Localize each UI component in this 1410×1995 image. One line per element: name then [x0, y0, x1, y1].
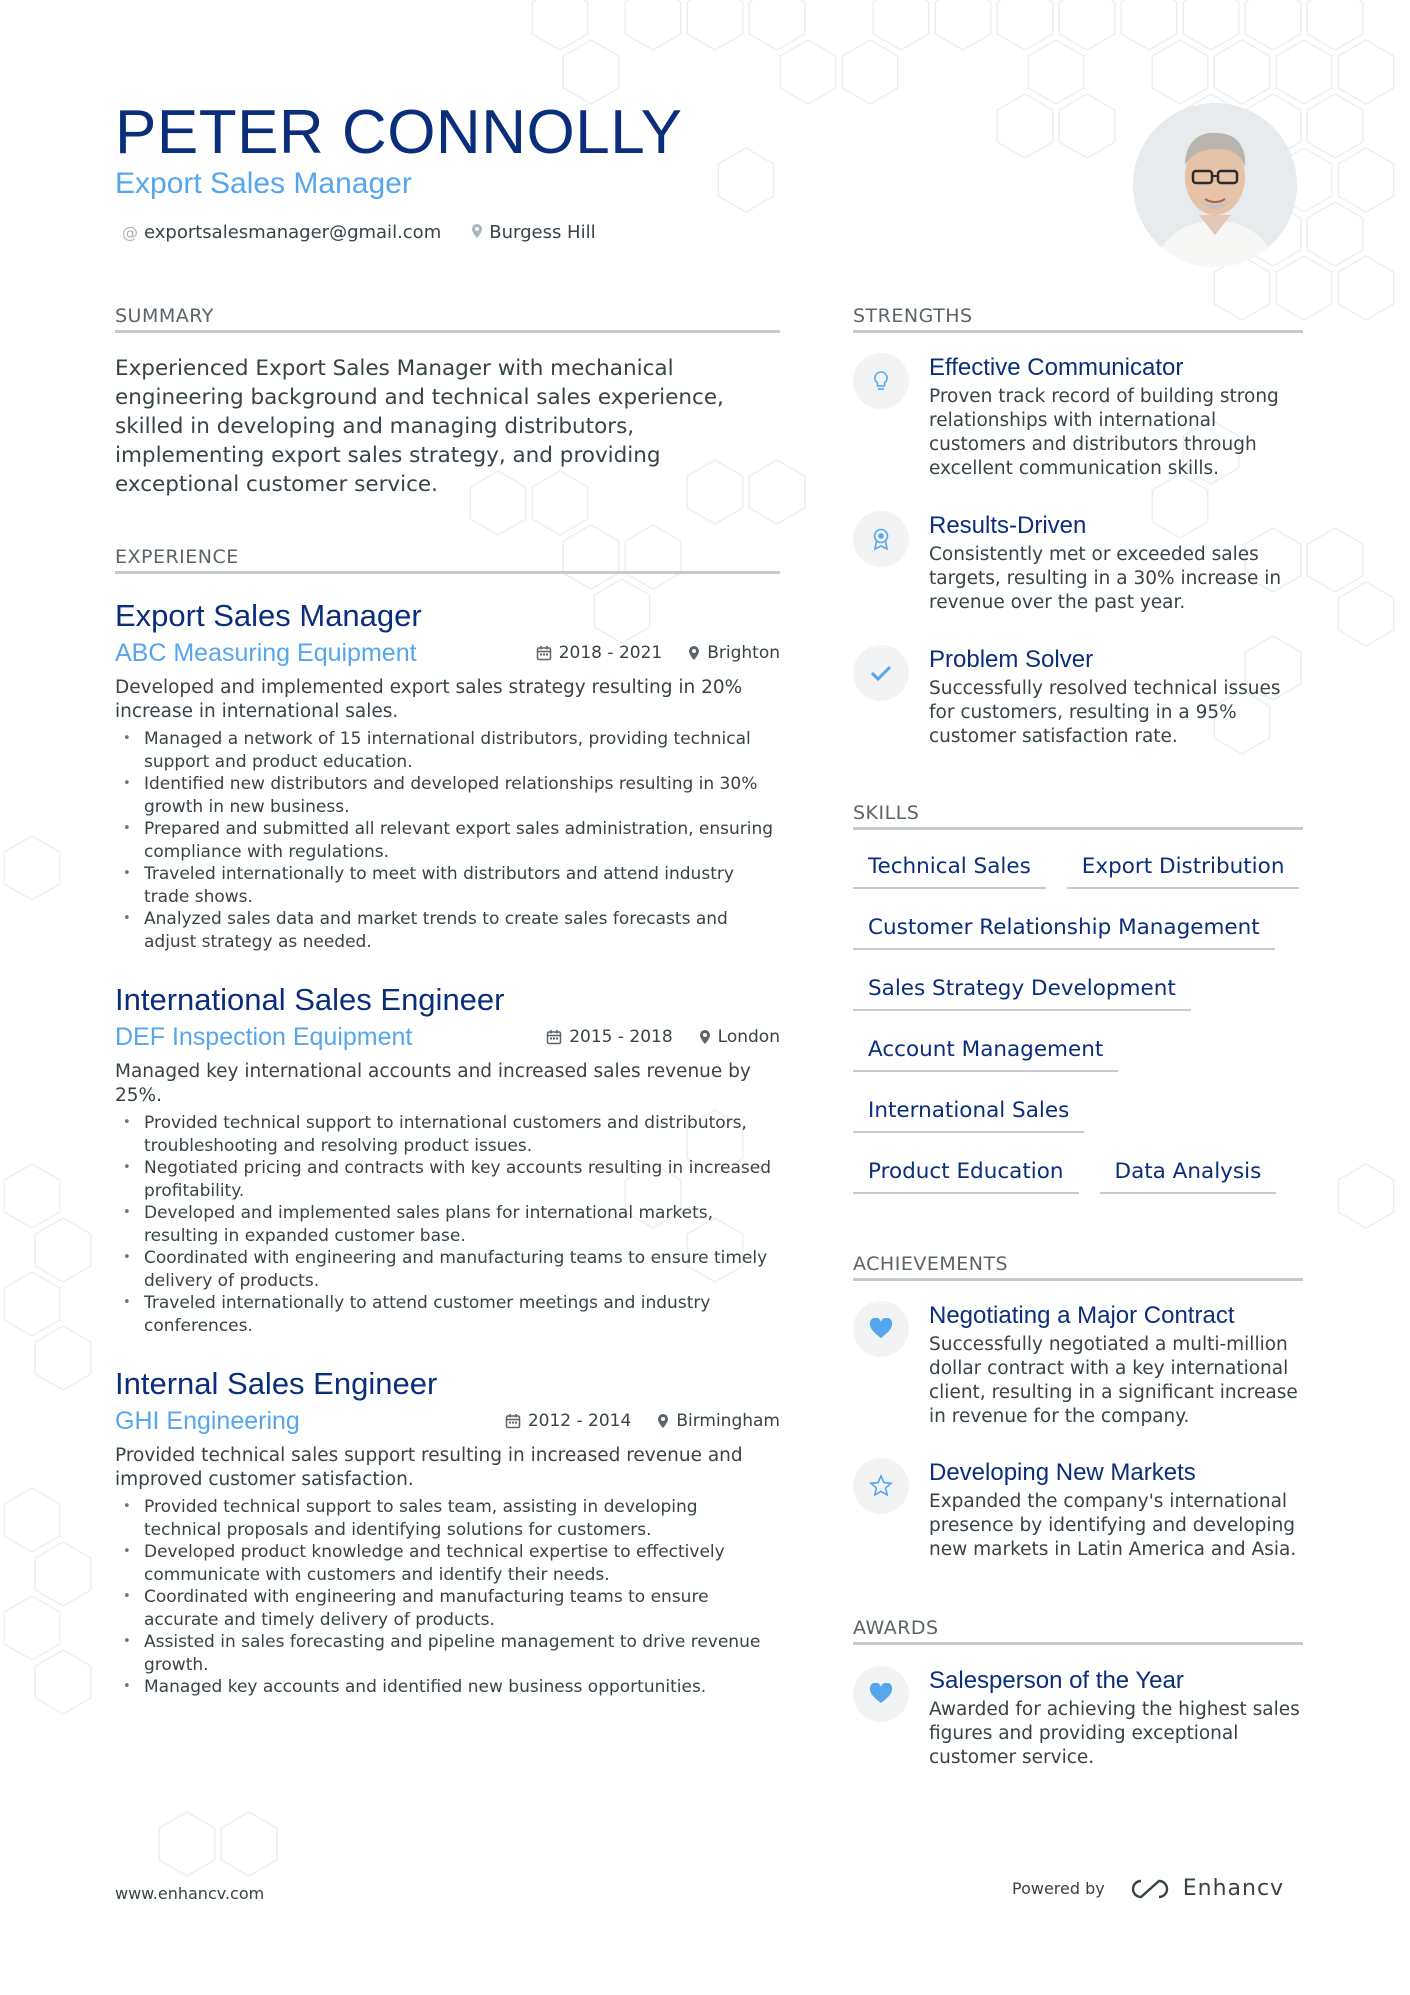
job-description: Managed key international accounts and increased sales revenue by 25%.	[115, 1061, 751, 1106]
company-name: GHI Engineering	[115, 1406, 300, 1435]
skill-tag: Sales Strategy Development	[853, 975, 1191, 1011]
skill-tag: Data Analysis	[1100, 1158, 1277, 1194]
job-title: International Sales Engineer	[115, 982, 505, 1017]
calendar-icon	[546, 1029, 562, 1045]
skill-tag: International Sales	[853, 1097, 1084, 1133]
strength-title: Effective Communicator	[929, 354, 1184, 381]
skill-tag: Product Education	[853, 1158, 1079, 1194]
job-description: Provided technical sales support resulting in increased revenue and improved customer satisfaction.	[115, 1445, 743, 1490]
strength-item	[853, 645, 1303, 749]
bullet-item: • Managed key accounts and identified new business opportunities.	[115, 1676, 780, 1699]
heart-icon	[853, 1301, 909, 1357]
job-dates	[536, 643, 662, 663]
job-location-text: London	[717, 1027, 780, 1047]
bullet-item: • Managed a network of 15 international distributors, providing technical support and product education.	[115, 728, 780, 773]
contact-info	[122, 222, 596, 243]
profile-photo	[1133, 103, 1297, 267]
enhancv-logo[interactable]	[1127, 1876, 1284, 1901]
star-icon	[853, 1458, 909, 1514]
job-bullets	[115, 728, 780, 953]
job-location	[688, 643, 780, 663]
calendar-icon	[505, 1413, 521, 1429]
brand-name: Enhancv	[1182, 1876, 1285, 1901]
job-dates-text: 2012 - 2014	[527, 1411, 632, 1431]
achievements-section-header: ACHIEVEMENTS	[853, 1253, 1303, 1281]
bullet-item: • Negotiated pricing and contracts with key accounts resulting in increased profitability.	[115, 1157, 780, 1202]
heart-icon	[853, 1666, 909, 1722]
strength-item	[853, 353, 1303, 481]
strengths-section-header: STRENGTHS	[853, 305, 1303, 333]
powered-by-text: Powered by	[1012, 1879, 1105, 1898]
enhancv-logo-icon	[1127, 1877, 1173, 1901]
strength-title: Results-Driven	[929, 512, 1087, 539]
summary-section-header: SUMMARY	[115, 305, 780, 333]
job-row	[115, 1020, 780, 1054]
location-text: Burgess Hill	[489, 222, 596, 243]
job-dates	[546, 1027, 672, 1047]
job-title: Export Sales Manager	[115, 598, 422, 633]
bullet-item: • Traveled internationally to attend customer meetings and industry conferences.	[115, 1292, 780, 1337]
email-text: exportsalesmanager@gmail.com	[144, 222, 442, 243]
candidate-name: PETER CONNOLLY	[115, 98, 683, 167]
company-name: ABC Measuring Equipment	[115, 638, 417, 667]
job-location	[699, 1027, 780, 1047]
email-contact[interactable]	[122, 222, 441, 243]
achievement-title: Negotiating a Major Contract	[929, 1302, 1235, 1329]
bullet-item: • Developed product knowledge and technical expertise to effectively communicate with customers and identify their needs.	[115, 1541, 780, 1586]
bullet-item: • Coordinated with engineering and manufacturing teams to ensure timely delivery of products.	[115, 1247, 780, 1292]
bullet-item: • Coordinated with engineering and manufacturing teams to ensure accurate and timely delivery of products.	[115, 1586, 780, 1631]
bullet-item: • Provided technical support to international customers and distributors, troubleshooting and resolving product issues.	[115, 1112, 780, 1157]
check-icon	[853, 645, 909, 701]
experience-entry	[115, 596, 780, 953]
awards-section-header: AWARDS	[853, 1617, 1303, 1645]
skill-tag: Technical Sales	[853, 853, 1046, 889]
job-title: Internal Sales Engineer	[115, 1366, 438, 1401]
bullet-item: • Analyzed sales data and market trends to create sales forecasts and adjust strategy as needed.	[115, 908, 780, 953]
bullet-item: • Traveled internationally to meet with distributors and attend industry trade shows.	[115, 863, 780, 908]
bullet-item: • Provided technical support to sales team, assisting in developing technical proposals and identifying solutions for customers.	[115, 1496, 780, 1541]
experience-section-header: EXPERIENCE	[115, 546, 780, 574]
skill-tag: Customer Relationship Management	[853, 914, 1275, 950]
skills-list	[853, 853, 1303, 1194]
summary-text: Experienced Export Sales Manager with mechanical engineering background and technical sales experience, skilled in developing and managing distributors, implementing export sales strategy, and providing exceptional customer service.	[115, 356, 724, 497]
achievement-description: Successfully negotiated a multi-million dollar contract with a key international client, resulting in a significant increase in revenue for the company.	[929, 1334, 1298, 1427]
award-title: Salesperson of the Year	[929, 1667, 1184, 1694]
achievement-item	[853, 1301, 1303, 1429]
job-row	[115, 1404, 780, 1438]
footer-website-link[interactable]: www.enhancv.com	[115, 1884, 265, 1903]
achievement-item	[853, 1458, 1303, 1562]
location-contact	[471, 222, 595, 243]
bullet-item: • Developed and implemented sales plans for international markets, resulting in expanded customer base.	[115, 1202, 780, 1247]
achievement-description: Expanded the company's international presence by identifying and developing new markets in Latin America and Asia.	[929, 1491, 1297, 1560]
strength-description: Consistently met or exceeded sales targets, resulting in a 30% increase in revenue over the past year.	[929, 544, 1282, 613]
location-pin-icon	[699, 1029, 711, 1045]
experience-entry	[115, 980, 780, 1337]
location-pin-icon	[688, 645, 700, 661]
bullet-item: • Prepared and submitted all relevant export sales administration, ensuring compliance with regulations.	[115, 818, 780, 863]
job-dates-text: 2018 - 2021	[558, 643, 663, 663]
job-location-text: Birmingham	[676, 1411, 780, 1431]
job-dates	[505, 1411, 631, 1431]
award-description: Awarded for achieving the highest sales figures and providing exceptional customer service.	[929, 1699, 1300, 1768]
job-location-text: Brighton	[707, 643, 780, 663]
strength-item	[853, 511, 1303, 615]
location-pin-icon	[471, 223, 483, 243]
skills-section-header: SKILLS	[853, 802, 1303, 830]
strength-title: Problem Solver	[929, 646, 1094, 673]
job-dates-text: 2015 - 2018	[569, 1027, 673, 1047]
footer-branding	[1012, 1876, 1284, 1901]
strength-description: Successfully resolved technical issues for customers, resulting in a 95% customer satisfaction rate.	[929, 678, 1281, 747]
experience-entry	[115, 1364, 780, 1699]
candidate-title: Export Sales Manager	[115, 167, 412, 200]
skill-tag: Account Management	[853, 1036, 1118, 1072]
strength-description: Proven track record of building strong relationships with international customers and distributors through excellent communication skills.	[929, 386, 1279, 479]
at-sign-icon: @	[122, 223, 138, 242]
skill-tag: Export Distribution	[1067, 853, 1300, 889]
achievement-title: Developing New Markets	[929, 1459, 1196, 1486]
bullet-item: • Assisted in sales forecasting and pipeline management to drive revenue growth.	[115, 1631, 780, 1676]
company-name: DEF Inspection Equipment	[115, 1022, 413, 1051]
job-meta	[546, 1027, 780, 1047]
job-row	[115, 636, 780, 670]
job-description: Developed and implemented export sales strategy resulting in 20% increase in international sales.	[115, 677, 743, 722]
calendar-icon	[536, 645, 552, 661]
job-meta	[505, 1411, 780, 1431]
award-item	[853, 1666, 1303, 1770]
award-icon	[853, 511, 909, 567]
job-meta	[536, 643, 780, 663]
job-bullets	[115, 1112, 780, 1337]
job-bullets	[115, 1496, 780, 1699]
job-location	[657, 1411, 780, 1431]
bullet-item: • Identified new distributors and developed relationships resulting in 30% growth in new business.	[115, 773, 780, 818]
location-pin-icon	[657, 1413, 669, 1429]
lightbulb-icon	[853, 353, 909, 409]
